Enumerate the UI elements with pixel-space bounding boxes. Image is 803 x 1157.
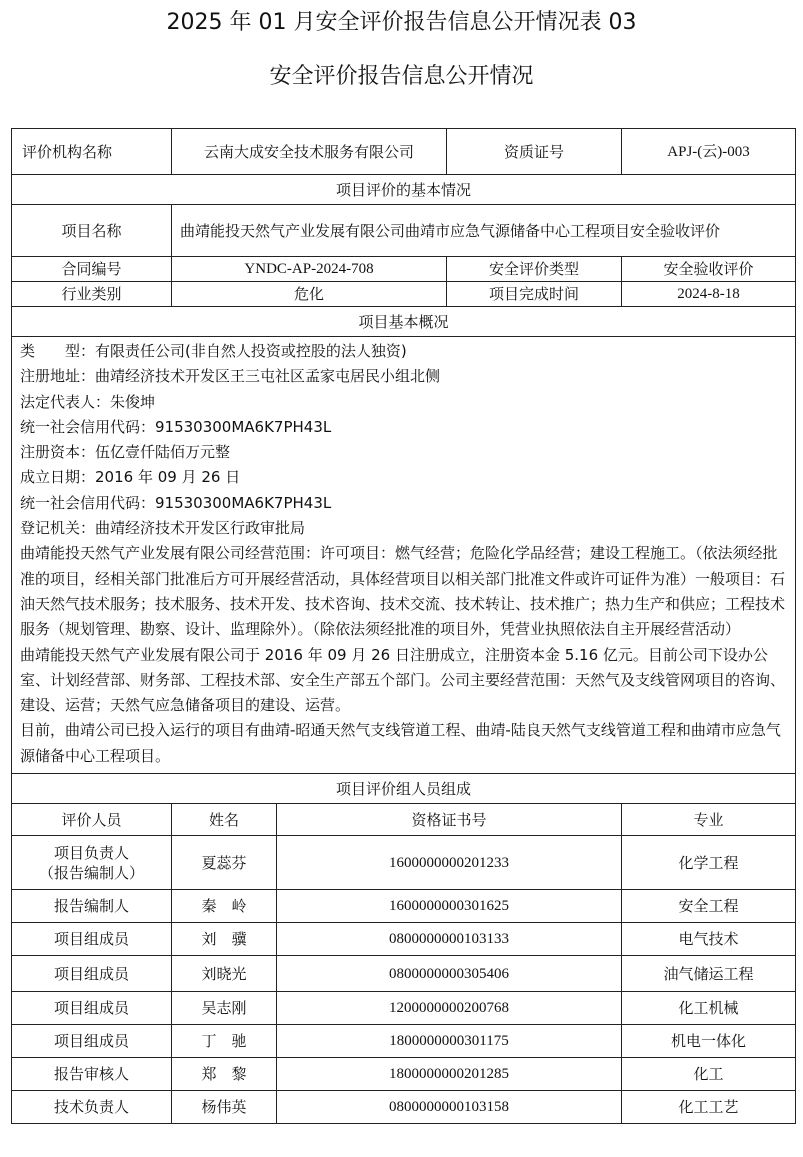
team-major: 机电一体化	[622, 1025, 796, 1058]
cert-label: 资质证号	[447, 129, 622, 175]
table-row	[12, 1025, 796, 1058]
team-role: 项目组成员	[12, 956, 172, 992]
table-row	[12, 836, 796, 890]
overview-line-type: 类 型：有限责任公司(非自然人投资或控股的法人独资)	[20, 342, 407, 360]
org-row	[12, 129, 796, 175]
industry-row	[12, 282, 796, 307]
overview-section-header: 项目基本概况	[12, 307, 796, 337]
team-cert: 1600000000301625	[277, 890, 622, 923]
team-role: 项目组成员	[12, 1025, 172, 1058]
contract-row	[12, 257, 796, 282]
report-title: 2025 年 01 月安全评价报告信息公开情况表 03	[166, 10, 637, 35]
team-cert: 1800000000201285	[277, 1058, 622, 1091]
team-major: 化学工程	[622, 836, 796, 890]
table-row	[12, 1091, 796, 1124]
team-header-role: 评价人员	[12, 804, 172, 836]
team-cert: 1600000000201233	[277, 836, 622, 890]
team-name: 刘 骥	[172, 923, 277, 956]
team-major: 化工机械	[622, 992, 796, 1025]
project-name-label: 项目名称	[12, 205, 172, 257]
overview-body	[12, 337, 796, 774]
cert-value: APJ-(云)-003	[622, 129, 796, 175]
team-name: 杨伟英	[172, 1091, 277, 1124]
overview-line-registrar: 登记机关：曲靖经济技术开发区行政审批局	[20, 519, 306, 538]
eval-type-value: 安全验收评价	[622, 257, 796, 282]
contract-label: 合同编号	[12, 257, 172, 282]
team-major: 电气技术	[622, 923, 796, 956]
project-name-row	[12, 205, 796, 257]
report-subtitle: 安全评价报告信息公开情况	[269, 64, 534, 89]
finish-label: 项目完成时间	[447, 282, 622, 307]
project-name-value: 曲靖能投天然气产业发展有限公司曲靖市应急气源储备中心工程项目安全验收评价	[172, 205, 796, 257]
info-table	[11, 128, 796, 1124]
industry-value: 危化	[172, 282, 447, 307]
overview-line-capital: 注册资本：伍亿壹仟陆佰万元整	[20, 443, 231, 462]
team-role	[12, 836, 172, 890]
table-row	[12, 956, 796, 992]
team-role: 技术负责人	[12, 1091, 172, 1124]
team-name: 吴志刚	[172, 992, 277, 1025]
overview-line-founded: 成立日期：2016 年 09 月 26 日	[20, 468, 241, 487]
overview-line-address: 注册地址：曲靖经济技术开发区王三屯社区孟家屯居民小组北侧	[20, 367, 441, 386]
team-name: 秦 岭	[172, 890, 277, 923]
org-value: 云南大成安全技术服务有限公司	[172, 129, 447, 175]
contract-value: YNDC-AP-2024-708	[172, 257, 447, 282]
team-cert: 1200000000200768	[277, 992, 622, 1025]
team-major: 安全工程	[622, 890, 796, 923]
team-role: 报告审核人	[12, 1058, 172, 1091]
basic-section-header: 项目评价的基本情况	[12, 175, 796, 205]
team-major: 化工工艺	[622, 1091, 796, 1124]
team-cert: 0800000000103158	[277, 1091, 622, 1124]
team-header-cert: 资格证书号	[277, 804, 622, 836]
team-name: 丁 驰	[172, 1025, 277, 1058]
team-name: 刘晓光	[172, 956, 277, 992]
overview-row	[12, 337, 796, 774]
team-cert: 1800000000301175	[277, 1025, 622, 1058]
overview-paragraph-projects: 目前，曲靖公司已投入运行的项目有曲靖-昭通天然气支线管道工程、曲靖-陆良天然气支线管道工程和曲靖市应急气源储备中心工程项目。	[20, 721, 781, 765]
table-row	[12, 923, 796, 956]
team-role: 项目组成员	[12, 923, 172, 956]
team-role-line: （报告编制人）	[38, 863, 144, 882]
team-header-major: 专业	[622, 804, 796, 836]
table-row	[12, 890, 796, 923]
team-cert: 0800000000305406	[277, 956, 622, 992]
table-row	[12, 992, 796, 1025]
team-major: 油气储运工程	[622, 956, 796, 992]
eval-type-label: 安全评价类型	[447, 257, 622, 282]
finish-value: 2024-8-18	[622, 282, 796, 307]
team-section-header: 项目评价组人员组成	[12, 774, 796, 804]
industry-label: 行业类别	[12, 282, 172, 307]
overview-line-credit-code-2: 统一社会信用代码：91530300MA6K7PH43L	[20, 493, 332, 512]
overview-line-legal-rep: 法定代表人：朱俊坤	[20, 392, 156, 411]
team-major: 化工	[622, 1058, 796, 1091]
table-row	[12, 1058, 796, 1091]
team-header-row	[12, 804, 796, 836]
team-role: 项目组成员	[12, 992, 172, 1025]
team-role-line: 项目负责人	[53, 843, 129, 862]
overview-paragraph-company: 曲靖能投天然气产业发展有限公司于 2016 年 09 月 26 日注册成立，注册资本金 5.16 亿元。目前公司下设办公室、计划经营部、财务部、工程技术部、安全生产部五个部门。公司主要经营范围：天然气及支线管网项目的咨询、建设、运营；天然气应急储备项目的建设、运营。	[20, 645, 786, 715]
org-label: 评价机构名称	[12, 129, 172, 175]
overview-paragraph-scope: 曲靖能投天然气产业发展有限公司经营范围：许可项目：燃气经营；危险化学品经营；建设工程施工。（依法须经批准的项目，经相关部门批准后方可开展经营活动，具体经营项目以相关部门批准文件或许可证件为准）一般项目：石油天然气技术服务；技术服务、技术开发、技术咨询、技术交流、技术转让、技术推广；热力生产和供应；工程技术服务（规划管理、勘察、设计、监理除外）。（除依法须经批准的项目外，凭营业执照依法自主开展经营活动）	[20, 544, 786, 639]
team-name: 郑 黎	[172, 1058, 277, 1091]
team-cert: 0800000000103133	[277, 923, 622, 956]
overview-line-credit-code: 统一社会信用代码：91530300MA6K7PH43L	[20, 417, 332, 436]
team-role: 报告编制人	[12, 890, 172, 923]
team-name: 夏蕊芬	[172, 836, 277, 890]
team-header-name: 姓名	[172, 804, 277, 836]
